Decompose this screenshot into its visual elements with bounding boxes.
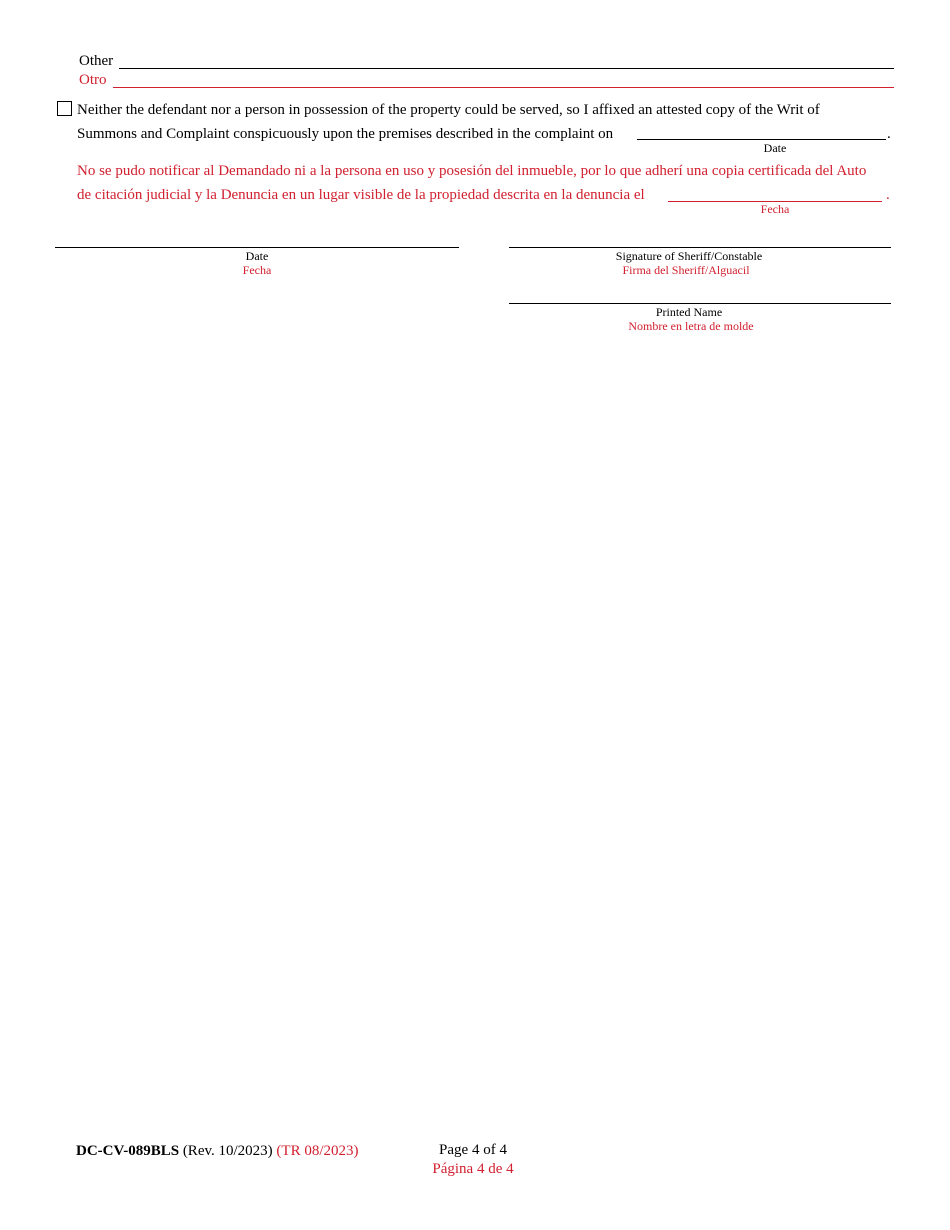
affix-checkbox[interactable]: [57, 101, 72, 116]
nombre-label: Nombre en letra de molde: [628, 319, 754, 333]
signature-line[interactable]: [509, 247, 891, 248]
affix-date-field[interactable]: [637, 139, 886, 140]
affix-text-en-line1: Neither the defendant nor a person in possession of the property could be served, so I affixed an attested copy of the Writ of: [77, 102, 820, 118]
other-label: Other: [79, 53, 114, 69]
otro-underline: [113, 87, 894, 88]
date-signature-line[interactable]: [55, 247, 459, 248]
affix-date-label: Date: [763, 141, 787, 155]
affix-text-en-line2: Summons and Complaint conspicuously upon the premises described in the complaint on: [77, 126, 614, 142]
affix-text-es-line2: de citación judicial y la Denuncia en un lugar visible de la propiedad descrita en la denuncia el: [77, 187, 645, 203]
affix-period-es: .: [886, 187, 890, 203]
other-input-line[interactable]: [119, 68, 894, 69]
form-id: DC-CV-089BLS: [76, 1143, 180, 1159]
printed-name-line[interactable]: [509, 303, 891, 304]
other-label-es: Otro: [79, 72, 107, 88]
affix-fecha-label: Fecha: [760, 202, 790, 216]
fecha-label: Fecha: [242, 263, 272, 277]
date-label: Date: [245, 249, 269, 263]
footer-form-id: [76, 1142, 359, 1160]
affix-period-en: .: [887, 126, 891, 142]
form-rev: (Rev. 10/2023): [182, 1143, 273, 1159]
page-number-es: Página 4 de 4: [432, 1161, 514, 1177]
affix-text-es-line1: No se pudo notificar al Demandado ni a la persona en uso y posesión del inmueble, por lo que adherí una copia certificada del Auto: [77, 163, 867, 179]
form-tr: (TR 08/2023): [276, 1143, 359, 1159]
signature-label: Signature of Sheriff/Constable: [615, 249, 763, 263]
page-number: Page 4 of 4: [439, 1142, 507, 1158]
firma-label: Firma del Sheriff/Alguacil: [622, 263, 750, 277]
printed-name-label: Printed Name: [655, 305, 723, 319]
